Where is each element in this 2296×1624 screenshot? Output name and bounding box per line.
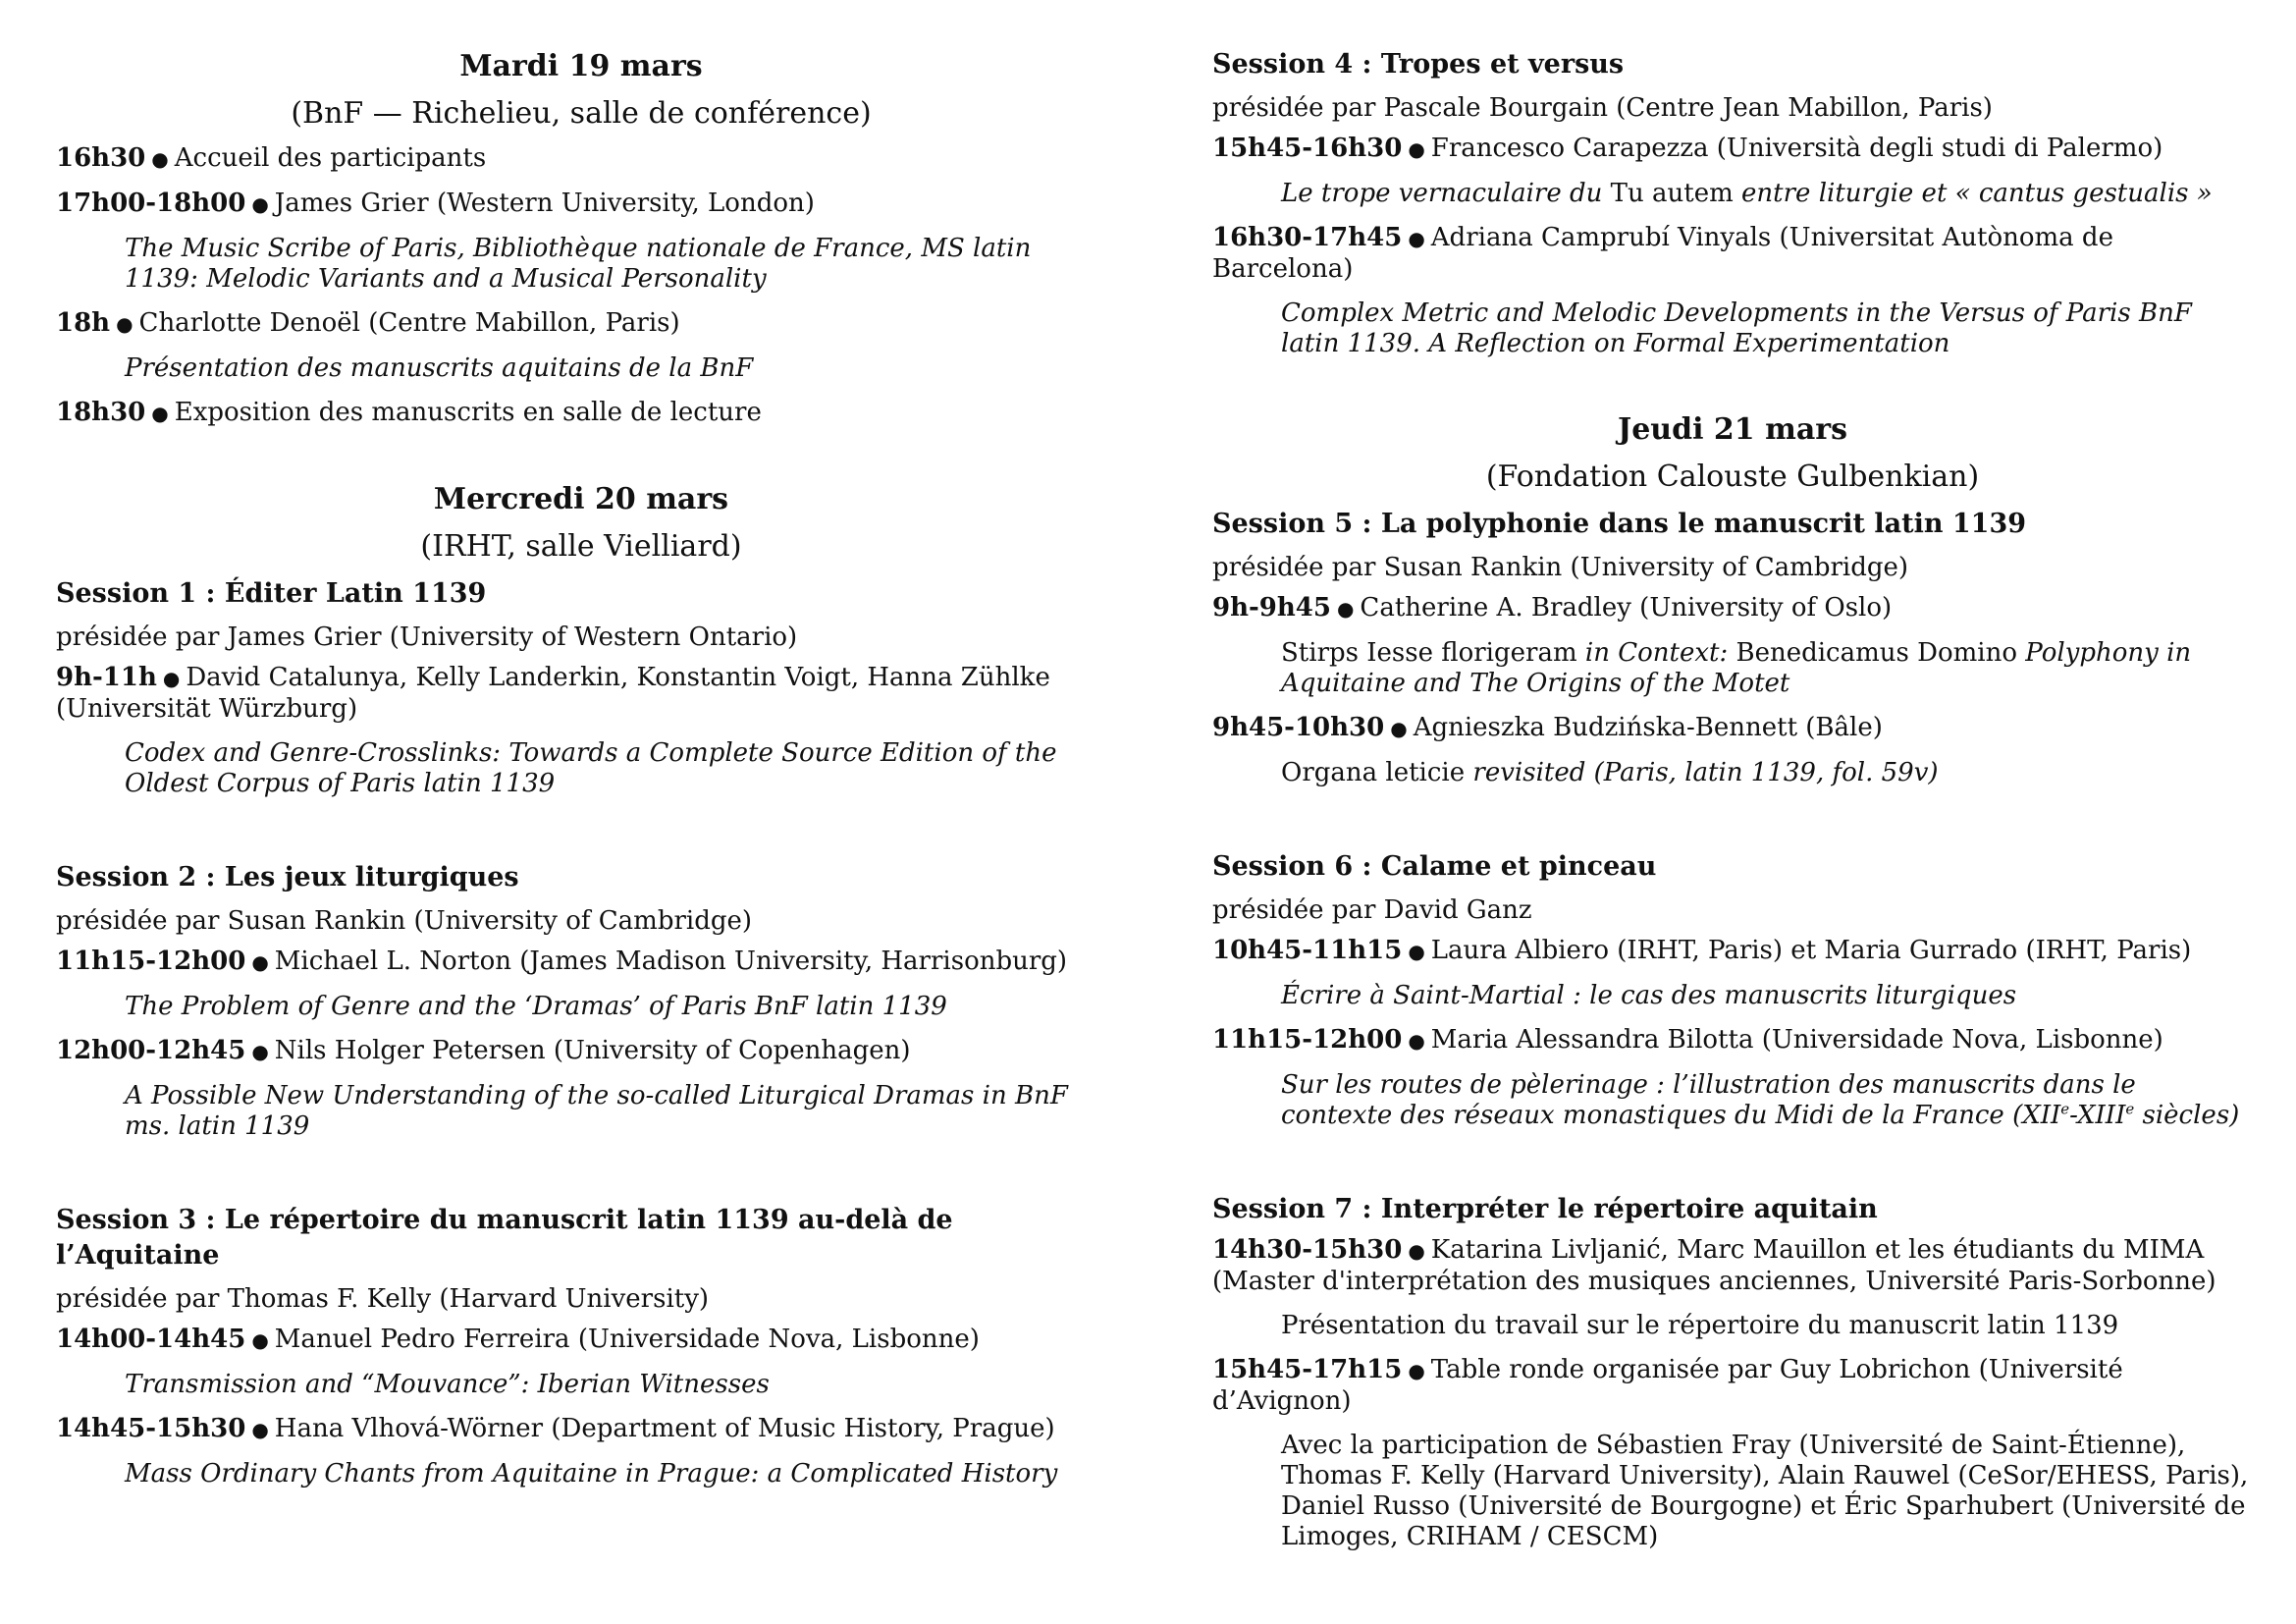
program-entry <box>56 663 1106 725</box>
session-title: Session 3 : Le répertoire du manuscrit latin 1139 au-delà de l’Aquitaine <box>56 1205 953 1271</box>
bullet-icon: ● <box>151 402 169 425</box>
bullet-icon: ● <box>162 667 181 690</box>
bullet-icon: ● <box>116 312 133 336</box>
entry-text: Adriana Camprubí Vinyals (Universitat Autònoma de Barcelona) <box>1212 223 2113 284</box>
entry-text: Catherine A. Bradley (University of Oslo) <box>1360 593 1893 623</box>
left-column <box>56 47 1106 1503</box>
session-title: Session 2 : Les jeux liturgiques <box>56 862 519 893</box>
bullet-icon: ● <box>151 147 169 171</box>
bullet-icon: ● <box>251 1040 269 1063</box>
program-entry <box>1212 1235 2253 1297</box>
session-chair: présidée par Susan Rankin (University of Cambridge) <box>1212 553 1909 582</box>
program-entry <box>1212 713 2253 744</box>
program-entry <box>56 1414 1106 1445</box>
session-title: Session 4 : Tropes et versus <box>1212 49 1625 80</box>
bullet-icon: ● <box>1408 1029 1425 1053</box>
talk-title: Présentation des manuscrits aquitains de la BnF <box>125 353 754 383</box>
entry-time: 18h30 <box>56 398 146 427</box>
bullet-icon: ● <box>251 1328 269 1352</box>
program-entry <box>1212 223 2253 285</box>
program-entry <box>56 143 1106 175</box>
entry-text: Exposition des manuscrits en salle de lecture <box>174 398 762 427</box>
session-chair: présidée par Susan Rankin (University of Cambridge) <box>56 906 753 936</box>
bullet-icon: ● <box>1408 227 1425 250</box>
session-title: Session 1 : Éditer Latin 1139 <box>56 578 487 609</box>
entry-text: Table ronde organisée par Guy Lobrichon (Université d’Avignon) <box>1212 1355 2123 1416</box>
entry-text: James Grier (Western University, London) <box>274 189 815 218</box>
talk-title: Écrire à Saint-Martial : le cas des manuscrits liturgiques <box>1281 981 2017 1010</box>
talk-title: Codex and Genre-Crosslinks: Towards a Complete Source Edition of the Oldest Corpus of Paris latin 1139 <box>125 738 1057 798</box>
entry-text: Laura Albiero (IRHT, Paris) et Maria Gurrado (IRHT, Paris) <box>1430 936 2192 965</box>
entry-time: 15h45-16h30 <box>1212 134 1403 163</box>
talk-title: A Possible New Understanding of the so-called Liturgical Dramas in BnF ms. latin 1139 <box>125 1081 1068 1141</box>
bullet-icon: ● <box>1390 717 1408 740</box>
talk-title: The Music Scribe of Paris, Bibliothèque nationale de France, MS latin 1139: Melodic Variants and a Musical Personality <box>125 234 1032 294</box>
talk-title: Avec la participation de Sébastien Fray (Université de Saint-Étienne), Thomas F. Kelly (Harvard University), Alain Rauwel (CeSor/EHESS, Paris), Daniel Russo (Université de Bourgogne) et Éric Sparhubert (Université de Limoges, CRIHAM / CESCM) <box>1281 1431 2249 1551</box>
entry-text: Accueil des participants <box>174 143 487 173</box>
entry-time: 9h45-10h30 <box>1212 713 1385 742</box>
entry-text: Manuel Pedro Ferreira (Universidade Nova, Lisbonne) <box>274 1325 980 1354</box>
program-entry <box>1212 593 2253 624</box>
day-title-mardi: Mardi 19 mars <box>459 49 703 83</box>
entry-text: Hana Vlhová-Wörner (Department of Music History, Prague) <box>274 1414 1055 1443</box>
program-entry <box>1212 936 2253 967</box>
program-entry <box>56 1325 1106 1356</box>
bullet-icon: ● <box>1408 940 1425 963</box>
entry-text: Michael L. Norton (James Madison University, Harrisonburg) <box>274 947 1068 976</box>
talk-title: Complex Metric and Melodic Developments in the Versus of Paris BnF latin 1139. A Reflection on Formal Experimentation <box>1281 298 2192 358</box>
bullet-icon: ● <box>251 192 269 216</box>
talk-title: Le trope vernaculaire du Tu autem entre liturgie et « cantus gestualis » <box>1281 179 2213 208</box>
day-place-mercredi: (IRHT, salle Vielliard) <box>420 529 742 564</box>
entry-text: Maria Alessandra Bilotta (Universidade Nova, Lisbonne) <box>1430 1025 2163 1055</box>
entry-time: 18h <box>56 308 111 338</box>
entry-time: 11h15-12h00 <box>56 947 246 976</box>
session-chair: présidée par Thomas F. Kelly (Harvard University) <box>56 1284 710 1314</box>
day-place-jeudi: (Fondation Calouste Gulbenkian) <box>1485 460 1980 494</box>
talk-title: Mass Ordinary Chants from Aquitaine in Prague: a Complicated History <box>125 1459 1058 1489</box>
entry-text: Francesco Carapezza (Università degli studi di Palermo) <box>1430 134 2163 163</box>
session-chair: présidée par James Grier (University of Western Ontario) <box>56 623 798 652</box>
talk-title: Sur les routes de pèlerinage : l’illustration des manuscrits dans le contexte des réseaux monastiques du Midi de la France (XIIe-XIIIe siècles) <box>1281 1070 2240 1130</box>
entry-time: 14h45-15h30 <box>56 1414 246 1443</box>
entry-time: 17h00-18h00 <box>56 189 246 218</box>
entry-time: 9h-11h <box>56 663 157 692</box>
bullet-icon: ● <box>1408 137 1425 161</box>
entry-text: Katarina Livljanić, Marc Mauillon et les étudiants du MIMA (Master d'interprétation des musiques anciennes, Université Paris-Sorbonne) <box>1212 1235 2216 1296</box>
talk-title: Organa leticie revisited (Paris, latin 1139, fol. 59v) <box>1281 758 1939 787</box>
session-title: Session 6 : Calame et pinceau <box>1212 851 1657 882</box>
program-entry <box>56 308 1106 340</box>
entry-time: 9h-9h45 <box>1212 593 1331 623</box>
program-entry <box>56 947 1106 978</box>
right-column <box>1212 47 2253 1566</box>
entry-text: Agnieszka Budzińska-Bennett (Bâle) <box>1413 713 1883 742</box>
program-entry <box>56 398 1106 429</box>
entry-time: 12h00-12h45 <box>56 1036 246 1065</box>
session-chair: présidée par David Ganz <box>1212 895 1532 925</box>
entry-text: Charlotte Denoël (Centre Mabillon, Paris) <box>138 308 680 338</box>
entry-text: David Catalunya, Kelly Landerkin, Konstantin Voigt, Hanna Zühlke (Universität Würzburg) <box>56 663 1050 724</box>
session-title: Session 7 : Interpréter le répertoire aquitain <box>1212 1194 1878 1224</box>
bullet-icon: ● <box>1408 1239 1425 1263</box>
entry-time: 16h30-17h45 <box>1212 223 1403 252</box>
entry-time: 10h45-11h15 <box>1212 936 1403 965</box>
day-title-jeudi: Jeudi 21 mars <box>1618 412 1847 447</box>
program-entry <box>1212 134 2253 165</box>
day-place-mardi: (BnF — Richelieu, salle de conférence) <box>291 96 872 131</box>
bullet-icon: ● <box>251 1418 269 1441</box>
program-entry <box>56 1036 1106 1067</box>
program-entry <box>56 189 1106 220</box>
program-entry <box>1212 1025 2253 1056</box>
session-chair: présidée par Pascale Bourgain (Centre Jean Mabillon, Paris) <box>1212 93 1993 123</box>
entry-time: 11h15-12h00 <box>1212 1025 1403 1055</box>
entry-time: 15h45-17h15 <box>1212 1355 1403 1384</box>
bullet-icon: ● <box>251 950 269 974</box>
session-title: Session 5 : La polyphonie dans le manuscrit latin 1139 <box>1212 509 2027 539</box>
talk-title: Stirps Iesse florigeram in Context: Benedicamus Domino Polyphony in Aquitaine and The Origins of the Motet <box>1281 638 2192 698</box>
talk-title: Présentation du travail sur le répertoire du manuscrit latin 1139 <box>1281 1311 2119 1340</box>
bullet-icon: ● <box>1408 1359 1425 1382</box>
entry-time: 14h00-14h45 <box>56 1325 246 1354</box>
talk-title: The Problem of Genre and the ‘Dramas’ of Paris BnF latin 1139 <box>125 992 947 1021</box>
day-title-mercredi: Mercredi 20 mars <box>433 482 729 516</box>
entry-time: 16h30 <box>56 143 146 173</box>
entry-time: 14h30-15h30 <box>1212 1235 1403 1265</box>
entry-text: Nils Holger Petersen (University of Copenhagen) <box>274 1036 911 1065</box>
talk-title: Transmission and “Mouvance”: Iberian Witnesses <box>125 1370 770 1399</box>
bullet-icon: ● <box>1336 597 1355 621</box>
program-entry <box>1212 1355 2253 1417</box>
